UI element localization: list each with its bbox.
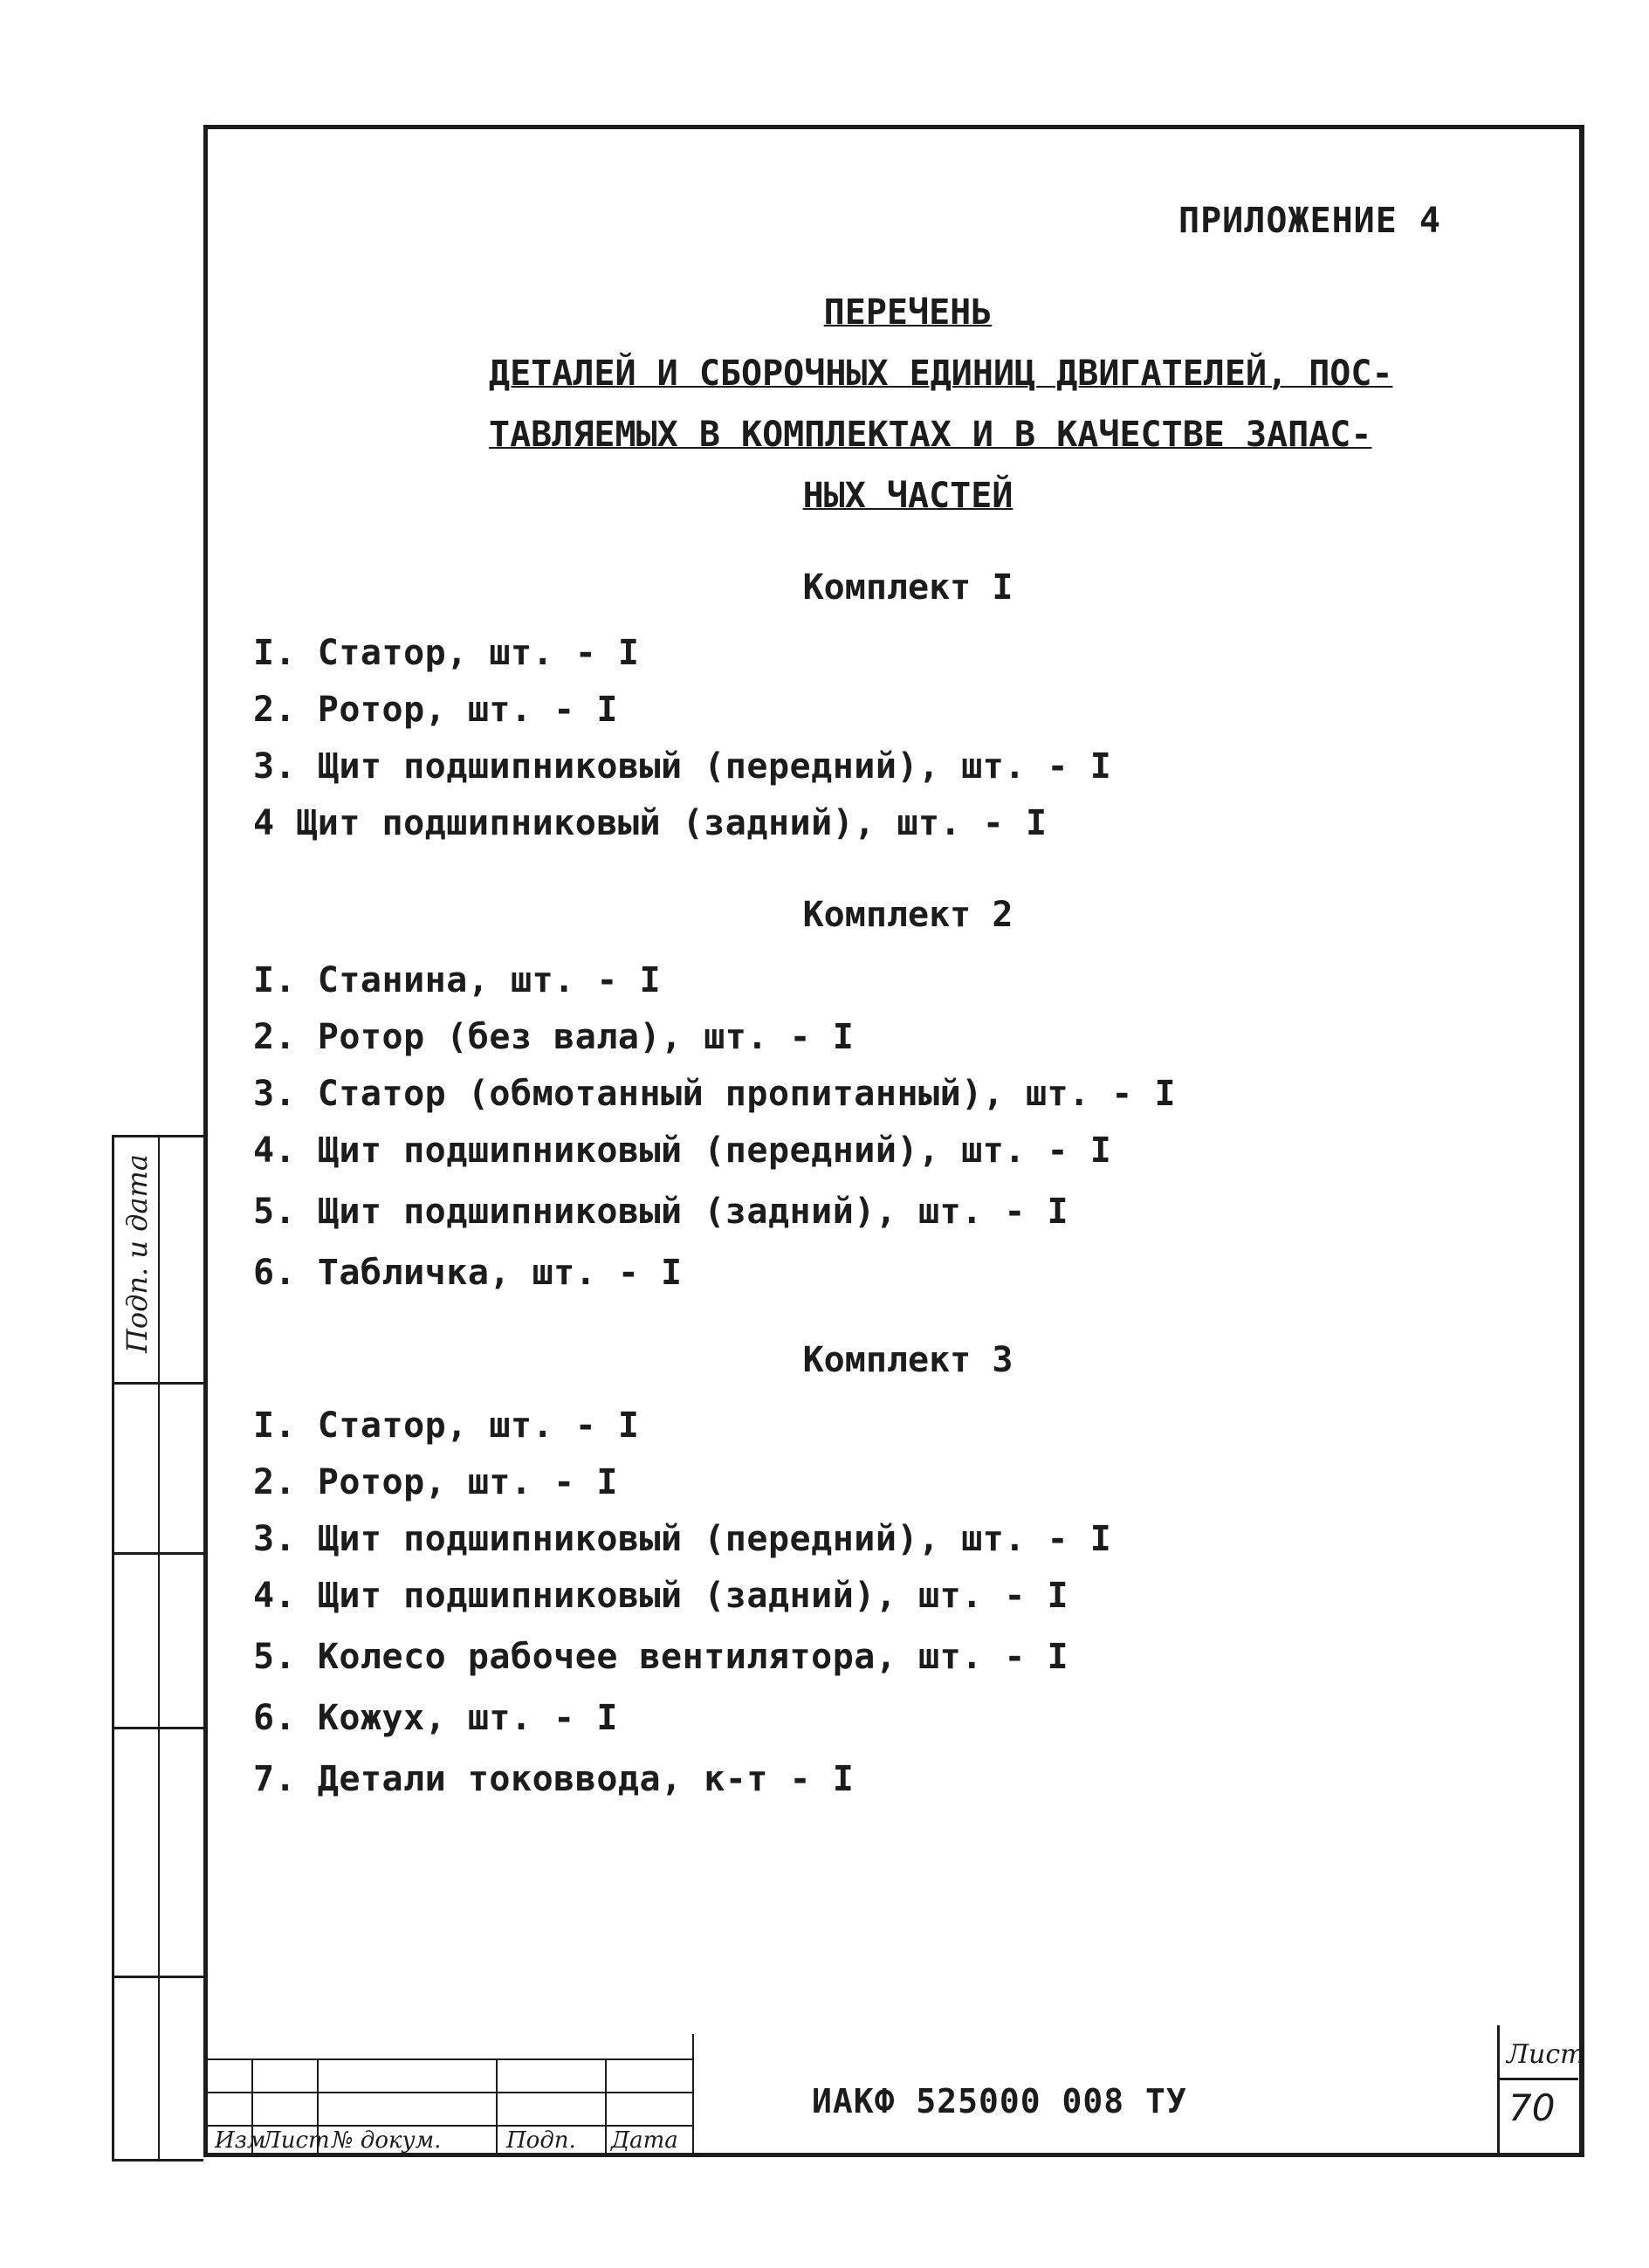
list-item: I. Станина, шт. - I: [253, 960, 662, 1000]
stamp-cell-doc-number: № докум.: [332, 2127, 442, 2154]
document-subtitle-line-1: ДЕТАЛЕЙ И СБОРОЧНЫХ ЕДИНИЦ ДВИГАТЕЛЕЙ, ПОС-: [489, 354, 1393, 394]
page-number-box: [1497, 2025, 1585, 2153]
list-item: 4. Щит подшипниковый (задний), шт. - I: [253, 1576, 1069, 1616]
list-item: 7. Детали токоввода, к-т - I: [253, 1759, 855, 1799]
set-1-title: Комплект I: [802, 567, 1013, 608]
document-subtitle-line-3: НЫХ ЧАСТЕЙ: [802, 476, 1013, 516]
list-item: I. Статор, шт. - I: [253, 633, 640, 673]
list-item: 2. Ротор (без вала), шт. - I: [253, 1017, 855, 1057]
sheet-label: Лист: [1507, 2039, 1585, 2070]
list-item: 3. Статор (обмотанный пропитанный), шт. - I: [253, 1074, 1177, 1114]
list-item: 2. Ротор, шт. - I: [253, 690, 618, 730]
list-item: 5. Щит подшипниковый (задний), шт. - I: [253, 1192, 1069, 1232]
list-item: 6. Табличка, шт. - I: [253, 1253, 683, 1293]
stamp-cell-signature: Подп.: [506, 2127, 576, 2154]
margin-signature: [112, 1135, 164, 1379]
stamp-cell-date: Дата: [611, 2127, 678, 2154]
list-item: 5. Колесо рабочее вентилятора, шт. - I: [253, 1637, 1069, 1677]
list-item: 4 Щит подшипниковый (задний), шт. - I: [253, 803, 1048, 843]
list-item: 3. Щит подшипниковый (передний), шт. - I: [253, 746, 1112, 787]
stamp-cell-change: Изм: [215, 2127, 266, 2154]
page-number: 70: [1508, 2086, 1556, 2129]
list-item: 2. Ротор, шт. - I: [253, 1462, 618, 1502]
appendix-label: ПРИЛОЖЕНИЕ 4: [1178, 201, 1441, 241]
document-subtitle-line-2: ТАВЛЯЕМЫХ В КОМПЛЕКТАХ И В КАЧЕСТВЕ ЗАПАС-: [489, 415, 1372, 455]
set-3-title: Комплект 3: [802, 1340, 1013, 1380]
set-2-title: Комплект 2: [802, 895, 1013, 935]
margin-signature-text: Подп. и дата: [120, 1154, 154, 1353]
document-code: ИАКФ 525000 008 ТУ: [812, 2082, 1187, 2120]
stamp-cell-sheet: Лист: [262, 2127, 330, 2154]
list-item: 4. Щит подшипниковый (передний), шт. - I: [253, 1131, 1112, 1171]
list-item: I. Статор, шт. - I: [253, 1405, 640, 1446]
list-item: 3. Щит подшипниковый (передний), шт. - I: [253, 1519, 1112, 1559]
document-title: ПЕРЕЧЕНЬ: [823, 292, 993, 333]
list-item: 6. Кожух, шт. - I: [253, 1698, 618, 1738]
